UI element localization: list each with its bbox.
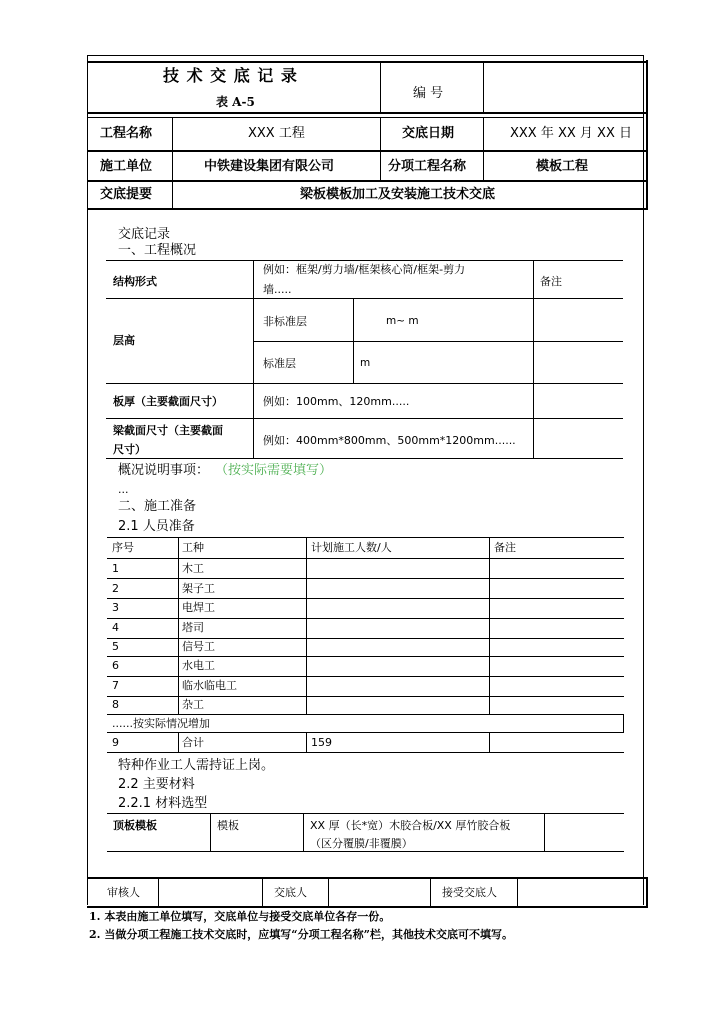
personnel-header-trade: 工种 — [182, 541, 204, 554]
slab-thickness-value: 例如：100mm、120mm..... — [263, 395, 410, 408]
unit-value: 中铁建设集团有限公司 — [204, 159, 335, 174]
discloser-signature-field[interactable] — [330, 879, 428, 905]
beam-section-label-line1: 梁截面尺寸（主要截面 — [113, 424, 223, 437]
number-label: 编 号 — [413, 86, 444, 101]
material-row-label: 顶板模板 — [113, 819, 157, 832]
overview-notes-dots: ... — [118, 483, 129, 496]
certification-note: 特种作业工人需持证上岗。 — [118, 758, 275, 773]
material-row-spec-line2: （区分覆膜/非覆膜） — [310, 837, 413, 850]
section-2-heading: 二、施工准备 — [118, 499, 197, 514]
beam-section-value: 例如：400mm*800mm、500mm*1200mm...... — [263, 434, 516, 447]
non-standard-floor-label: 非标准层 — [263, 315, 307, 328]
footer-note-2: 2. 当做分项工程施工技术交底时，应填写“分项工程名称”栏，其他技术交底可不填写。 — [89, 928, 513, 941]
form-title: 技 术 交 底 记 录 — [163, 66, 298, 85]
reviewer-label: 审核人 — [107, 886, 140, 899]
sub-project-value: 模板工程 — [536, 159, 589, 174]
summary-value: 梁板模板加工及安装施工技术交底 — [300, 187, 496, 202]
row-no: 8 — [112, 698, 119, 711]
unit-label: 施工单位 — [100, 159, 153, 174]
row-no: 7 — [112, 679, 119, 692]
structure-value-line2: 墙..... — [263, 283, 292, 296]
standard-floor-label: 标准层 — [263, 357, 296, 370]
floor-height-label: 层高 — [113, 334, 135, 347]
subsection-2-2: 2.2 主要材料 — [118, 777, 195, 792]
row-trade: 电焊工 — [182, 601, 215, 614]
personnel-header-remark: 备注 — [494, 541, 516, 554]
remark-label: 备注 — [540, 275, 562, 288]
row-trade: 塔司 — [182, 621, 204, 634]
personnel-header-count: 计划施工人数/人 — [311, 541, 392, 554]
row-trade: 临水临电工 — [182, 679, 237, 692]
row-trade: 木工 — [182, 562, 204, 575]
row-trade: 信号工 — [182, 640, 215, 653]
beam-section-label-line2: 尺寸） — [113, 443, 146, 456]
project-name-value: XXX 工程 — [248, 126, 305, 141]
total-value: 159 — [311, 736, 332, 749]
row-no: 4 — [112, 621, 119, 634]
subsection-2-2-1: 2.2.1 材料选型 — [118, 796, 208, 811]
form-number: 表 A-5 — [216, 95, 255, 109]
section-1-heading: 一、工程概况 — [118, 243, 197, 258]
non-standard-floor-value: m~ m — [386, 315, 419, 327]
subsection-2-1: 2.1 人员准备 — [118, 519, 195, 534]
total-no: 9 — [112, 736, 119, 749]
slab-thickness-label: 板厚（主要截面尺寸） — [113, 395, 223, 408]
receiver-signature-field[interactable] — [519, 879, 644, 905]
number-field[interactable] — [485, 64, 641, 110]
row-no: 2 — [112, 582, 119, 595]
sub-project-label: 分项工程名称 — [388, 159, 467, 174]
project-name-label: 工程名称 — [100, 126, 153, 141]
row-trade: 水电工 — [182, 659, 215, 672]
total-label: 合计 — [182, 736, 204, 749]
date-value: XXX 年 XX 月 XX 日 — [510, 126, 633, 141]
personnel-header-no: 序号 — [112, 541, 134, 554]
row-no: 5 — [112, 640, 119, 653]
row-trade: 杂工 — [182, 698, 204, 711]
footer-note-1: 1. 本表由施工单位填写，交底单位与接受交底单位各存一份。 — [89, 910, 391, 923]
row-no: 6 — [112, 659, 119, 672]
structure-value-line1: 例如：框架/剪力墙/框架核心筒/框架-剪力 — [263, 263, 466, 276]
record-heading: 交底记录 — [118, 227, 171, 242]
add-rows-note: ......按实际情况增加 — [112, 717, 210, 730]
standard-floor-value: m — [360, 357, 371, 369]
summary-label: 交底提要 — [100, 187, 153, 202]
receiver-label: 接受交底人 — [442, 886, 497, 899]
row-no: 3 — [112, 601, 119, 614]
row-no: 1 — [112, 562, 119, 575]
row-trade: 架子工 — [182, 582, 215, 595]
structure-label: 结构形式 — [113, 275, 157, 288]
reviewer-signature-field[interactable] — [160, 879, 260, 905]
material-row-spec-line1: XX 厚（长*宽）木胶合板/XX 厚竹胶合板 — [310, 819, 511, 832]
overview-notes-label: 概况说明事项： — [118, 463, 210, 478]
discloser-label: 交底人 — [274, 886, 307, 899]
overview-notes-hint: （按实际需要填写） — [215, 463, 333, 478]
material-row-type: 模板 — [217, 819, 239, 832]
date-label: 交底日期 — [402, 126, 455, 141]
